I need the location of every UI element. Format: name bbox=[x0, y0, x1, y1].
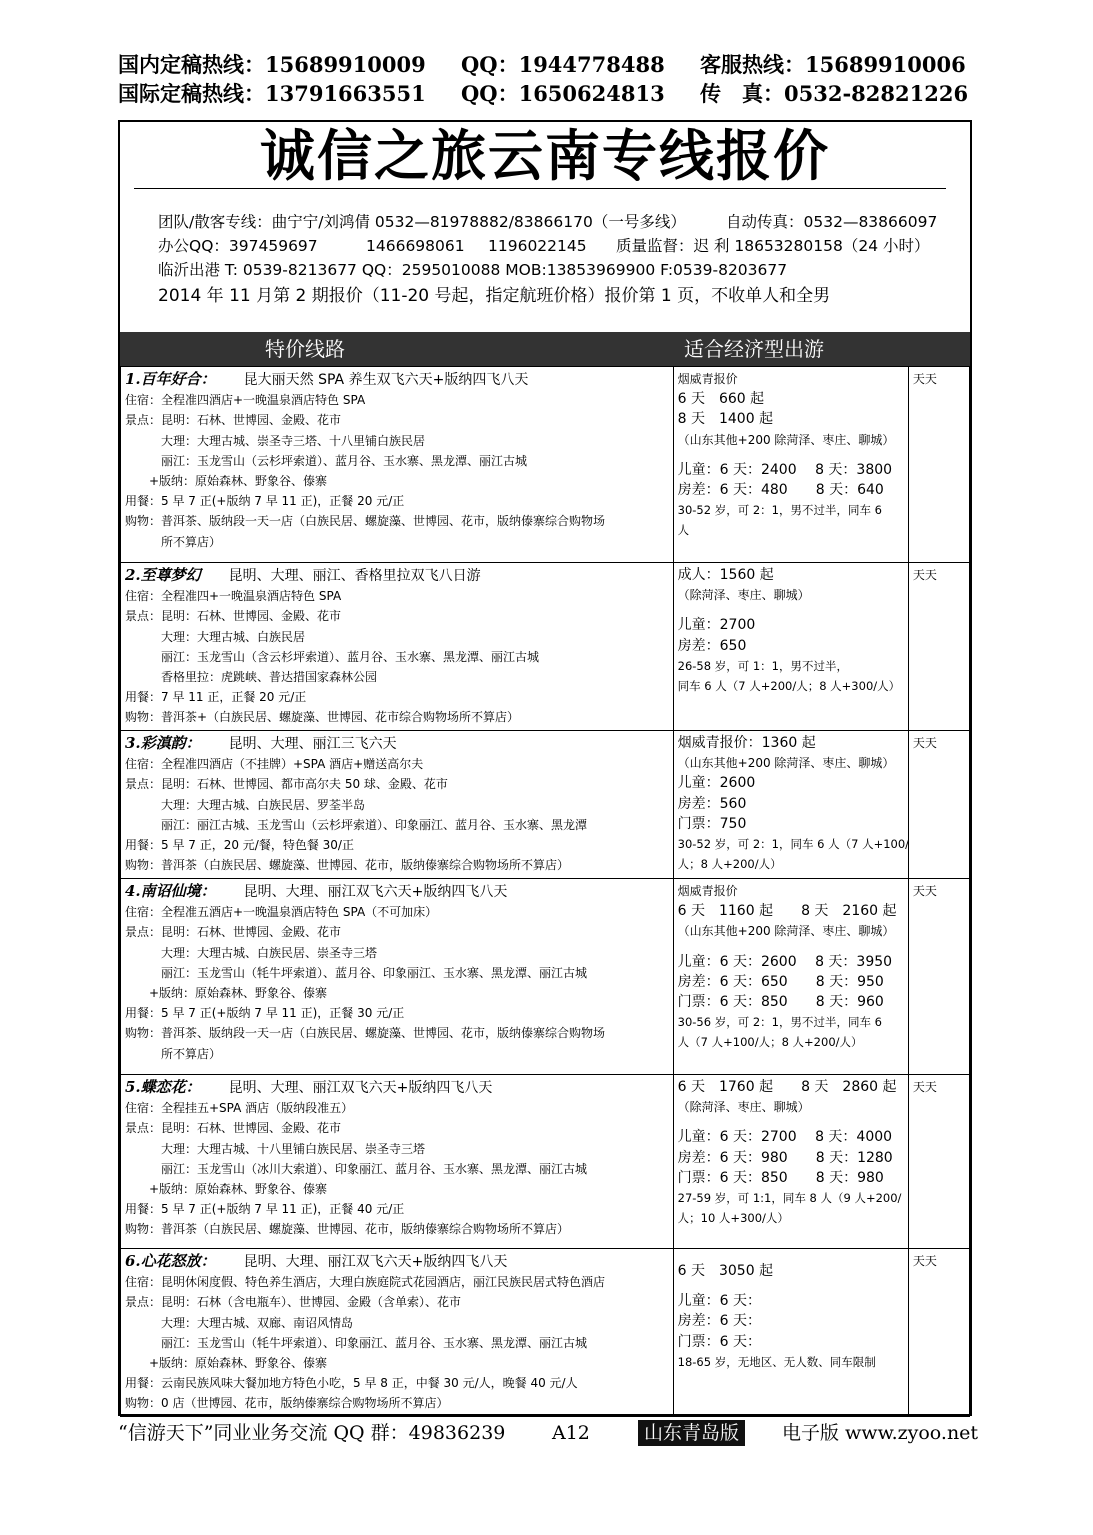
price-line: 6 天 1160 起 8 天 2160 起 bbox=[677, 903, 897, 920]
route-name: 2.至尊梦幻 bbox=[125, 566, 201, 584]
price-line: 人；8 人+200/人） bbox=[677, 857, 782, 872]
quality-supervision: 质量监督：迟 利 18653280158（24 小时） bbox=[616, 237, 930, 255]
route-detail-line: 用餐：5 早 7 正(+版纳 7 早 11 正)，正餐 30 元/正 bbox=[125, 1006, 405, 1021]
price-line: 27-59 岁，可 1:1，同车 8 人（9 人+200/ bbox=[677, 1191, 902, 1206]
price-line: 房差：6 天：650 8 天：950 bbox=[677, 973, 884, 990]
price-line: 门票：6 天：850 8 天：980 bbox=[677, 1169, 884, 1186]
route-title: 昆明、大理、丽江三飞六天 bbox=[228, 736, 397, 752]
route-description bbox=[121, 879, 674, 1075]
route-detail-line: 住宿：昆明休闲度假、特色养生酒店，大理白族庭院式花园酒店，丽江民族民居式特色酒店 bbox=[125, 1275, 606, 1290]
price-line: 30-56 岁，可 2：1，男不过半，同车 6 bbox=[677, 1015, 882, 1030]
route-description bbox=[121, 367, 674, 563]
price-line: 30-52 岁，可 2：1，男不过半，同车 6 bbox=[677, 503, 882, 518]
price-line: （除菏泽、枣庄、聊城） bbox=[677, 1100, 810, 1115]
departure-frequency: 天天 bbox=[908, 367, 969, 563]
linyi-departure: 临沂出港 T: 0539-8213677 QQ：2595010088 MOB:13853969900 F:0539-8203677 bbox=[158, 261, 788, 279]
price-line bbox=[678, 1251, 904, 1261]
route-detail-line: 购物：0 店（世博园、花市，版纳傣寨综合购物场所不算店） bbox=[125, 1396, 449, 1411]
route-prices bbox=[673, 1075, 908, 1249]
price-line: 18-65 岁，无地区、无人数、同车限制 bbox=[677, 1354, 876, 1369]
price-line bbox=[678, 450, 904, 460]
price-line: （山东其他+200 除菏泽、枣庄、聊城） bbox=[677, 432, 895, 447]
route-detail-line: 丽江：玉龙雪山（牦牛坪索道）、印象丽江、蓝月谷、玉水寨、黑龙潭、丽江古城 bbox=[125, 1335, 588, 1350]
departure-frequency: 天天 bbox=[908, 731, 969, 879]
fax: 传 真：0532-82821226 bbox=[700, 81, 969, 106]
office-qq: 办公QQ：397459697 bbox=[158, 237, 318, 255]
route-heading bbox=[125, 565, 669, 586]
route-description bbox=[121, 731, 674, 879]
route-detail-line: 景点：昆明：石林、世博园、金殿、花市 bbox=[125, 413, 342, 428]
route-detail-line: 丽江：玉龙雪山（云杉坪索道）、蓝月谷、玉水寨、黑龙潭、丽江古城 bbox=[125, 453, 528, 468]
route-detail-line: 大理：大理古城、崇圣寺三塔、十八里铺白族民居 bbox=[125, 433, 426, 448]
route-title: 昆明、大理、丽江双飞六天+版纳四飞八天 bbox=[228, 1080, 493, 1096]
price-line: （山东其他+200 除菏泽、枣庄、聊城） bbox=[677, 924, 895, 939]
route-name: 5.蝶恋花： bbox=[125, 1078, 201, 1096]
web-edition: 电子版 www.zyoo.net bbox=[782, 1422, 979, 1444]
route-prices bbox=[673, 879, 908, 1075]
group-hotline: 团队/散客专线：曲宁宁/刘鸿倩 0532—81978882/83866170（一号多线） bbox=[158, 213, 686, 231]
route-detail-line: 所不算店） bbox=[125, 534, 222, 549]
price-line: 26-58 岁，可 1：1，男不过半， bbox=[677, 658, 848, 673]
route-description bbox=[121, 1249, 674, 1417]
route-detail-line: 用餐：云南民族风味大餐加地方特色小吃，5 早 8 正，中餐 30 元/人，晚餐 40 元/人 bbox=[125, 1376, 578, 1391]
route-row bbox=[121, 879, 970, 1075]
route-name: 6.心花怒放： bbox=[125, 1252, 216, 1270]
price-line: 同车 6 人（7 人+200/人；8 人+300/人） bbox=[677, 679, 901, 694]
route-detail-line: 丽江：玉龙雪山（牦牛坪索道）、蓝月谷、印象丽江、玉水寨、黑龙潭、丽江古城 bbox=[125, 965, 588, 980]
price-line: （除菏泽、枣庄、聊城） bbox=[677, 588, 810, 603]
price-line: 房差：560 bbox=[677, 795, 747, 812]
special-routes-label: 特价线路 bbox=[265, 337, 345, 361]
price-line: 房差：650 bbox=[677, 637, 747, 654]
route-detail-line: 购物：普洱茶（白族民居、螺旋藻、世博园、花市，版纳傣寨综合购物场所不算店） bbox=[125, 1222, 570, 1237]
price-line: 儿童：6 天：2600 8 天：3950 bbox=[677, 953, 893, 970]
domestic-hotline: 国内定稿热线：15689910009 bbox=[118, 52, 426, 77]
price-line: 8 天 1400 起 bbox=[677, 411, 774, 428]
route-detail-line: 购物：普洱茶、版纳段一天一店（白族民居、螺旋藻、世博园、花市，版纳傣寨综合购物场 bbox=[125, 514, 606, 529]
footer bbox=[118, 1420, 978, 1446]
price-line: 烟威青报价：1360 起 bbox=[677, 735, 816, 751]
route-name: 1.百年好合： bbox=[125, 370, 216, 388]
departure-frequency: 天天 bbox=[908, 1075, 969, 1249]
issue-note: 2014 年 11 月第 2 期报价（11-20 号起，指定航班价格）报价第 1 页，不收单人和全男 bbox=[158, 286, 831, 306]
price-line: 房差：6 天：980 8 天：1280 bbox=[677, 1149, 893, 1166]
info-row-2 bbox=[158, 234, 958, 258]
section-header-bar bbox=[120, 332, 970, 366]
departure-frequency: 天天 bbox=[908, 879, 969, 1075]
info-row-4 bbox=[158, 282, 958, 310]
route-detail-line: +版纳：原始森林、野象谷、傣寨 bbox=[125, 1182, 328, 1197]
route-row bbox=[121, 563, 970, 731]
page-number: A12 bbox=[552, 1422, 590, 1444]
price-line: 儿童：2700 bbox=[677, 617, 756, 634]
route-row bbox=[121, 367, 970, 563]
routes-table bbox=[120, 366, 970, 1417]
route-detail-line: 所不算店） bbox=[125, 1046, 222, 1061]
route-detail-line: 大理：大理古城、白族民居 bbox=[125, 629, 306, 644]
price-line bbox=[678, 1281, 904, 1291]
route-detail-line: 丽江：丽江古城、玉龙雪山（云杉坪索道）、印象丽江、蓝月谷、玉水寨、黑龙潭 bbox=[125, 817, 588, 832]
price-line: 烟威青报价 bbox=[677, 884, 738, 898]
price-line: 房差：6 天：480 8 天：640 bbox=[677, 482, 884, 499]
route-title: 昆大丽天然 SPA 养生双飞六天+版纳四飞八天 bbox=[243, 372, 529, 388]
price-line: 人 bbox=[677, 523, 690, 538]
route-name: 4.南诏仙境： bbox=[125, 882, 216, 900]
price-line: 6 天 660 起 bbox=[677, 391, 765, 408]
office-qq-3: 1196022145 bbox=[488, 237, 587, 255]
route-detail-line: 购物：普洱茶、版纳段一天一店（白族民居、螺旋藻、世博园、花市，版纳傣寨综合购物场 bbox=[125, 1026, 606, 1041]
departure-frequency: 天天 bbox=[908, 563, 969, 731]
hotlines bbox=[118, 50, 978, 108]
page-title: 诚信之旅云南专线报价 bbox=[259, 123, 830, 188]
route-detail-line: 购物：普洱茶+（白族民居、螺旋藻、世博园、花市综合购物场所不算店） bbox=[125, 710, 520, 725]
route-detail-line: 用餐：7 早 11 正，正餐 20 元/正 bbox=[125, 690, 307, 705]
international-qq: QQ：1650624813 bbox=[461, 81, 665, 106]
domestic-qq: QQ：1944778488 bbox=[461, 52, 665, 77]
price-line: 门票：6 天： bbox=[677, 1333, 761, 1350]
route-prices bbox=[673, 563, 908, 731]
price-line: 30-52 岁，可 2：1，同车 6 人（7 人+100/ bbox=[677, 837, 910, 852]
price-line: 人；10 人+300/人） bbox=[677, 1211, 789, 1226]
edition-badge: 山东青岛版 bbox=[638, 1420, 745, 1446]
info-row-3 bbox=[158, 258, 958, 282]
price-line: 门票：6 天：850 8 天：960 bbox=[677, 994, 884, 1011]
price-line: 人（7 人+100/人；8 人+200/人） bbox=[677, 1035, 863, 1050]
hotline-row-2 bbox=[118, 79, 978, 108]
route-title: 昆明、大理、丽江双飞六天+版纳四飞八天 bbox=[243, 1254, 508, 1270]
route-detail-line: 香格里拉：虎跳峡、普达措国家森林公园 bbox=[125, 670, 378, 685]
economy-label: 适合经济型出游 bbox=[684, 337, 824, 361]
route-detail-line: 用餐：5 早 7 正(+版纳 7 早 11 正)，正餐 40 元/正 bbox=[125, 1202, 405, 1217]
route-detail-line: 景点：昆明：石林、世博园、金殿、花市 bbox=[125, 609, 342, 624]
service-hotline: 客服热线：15689910006 bbox=[700, 52, 966, 77]
price-line: 门票：750 bbox=[677, 815, 747, 832]
price-line bbox=[678, 605, 904, 615]
route-detail-line: 大理：大理古城、白族民居、崇圣寺三塔 bbox=[125, 945, 378, 960]
price-line: 儿童：6 天： bbox=[677, 1293, 761, 1310]
route-row bbox=[121, 1249, 970, 1417]
route-detail-line: 住宿：全程准四+一晚温泉酒店特色 SPA bbox=[125, 589, 342, 604]
info-row-1 bbox=[158, 210, 958, 234]
contact-info bbox=[158, 210, 958, 310]
route-row bbox=[121, 1075, 970, 1249]
route-heading bbox=[125, 733, 669, 754]
route-detail-line: 大理：大理古城、白族民居、罗荃半岛 bbox=[125, 797, 366, 812]
route-title: 昆明、大理、丽江双飞六天+版纳四飞八天 bbox=[243, 884, 508, 900]
route-title: 昆明、大理、丽江、香格里拉双飞八日游 bbox=[228, 568, 481, 584]
route-detail-line: +版纳：原始森林、野象谷、傣寨 bbox=[125, 474, 328, 489]
international-hotline: 国际定稿热线：13791663551 bbox=[118, 81, 426, 106]
route-prices bbox=[673, 731, 908, 879]
route-detail-line: 住宿：全程准五酒店+一晚温泉酒店特色 SPA（不可加床） bbox=[125, 905, 438, 920]
route-row bbox=[121, 731, 970, 879]
route-detail-line: 景点：昆明：石林（含电瓶车）、世博园、金殿（含单索）、花市 bbox=[125, 1295, 462, 1310]
route-detail-line: 景点：昆明：石林、世博园、金殿、花市 bbox=[125, 1121, 342, 1136]
title-divider bbox=[134, 188, 946, 189]
price-line: 6 天 3050 起 bbox=[677, 1263, 774, 1279]
route-detail-line: 购物：普洱茶（白族民居、螺旋藻、世博园、花市，版纳傣寨综合购物场所不算店） bbox=[125, 858, 570, 873]
route-detail-line: 景点：昆明：石林、世博园、都市高尔夫 50 球、金殿、花市 bbox=[125, 777, 448, 792]
quote-frame bbox=[118, 120, 972, 1416]
route-heading bbox=[125, 369, 669, 390]
route-detail-line: 用餐：5 早 7 正，20 元/餐，特色餐 30/正 bbox=[125, 838, 354, 853]
price-line bbox=[678, 1117, 904, 1127]
route-detail-line: 住宿：全程准四酒店+一晚温泉酒店特色 SPA bbox=[125, 393, 366, 408]
route-detail-line: 住宿：全程准四酒店（不挂牌）+SPA 酒店+赠送高尔夫 bbox=[125, 757, 424, 772]
qq-group: “信游天下”同业业务交流 QQ 群：49836239 bbox=[118, 1422, 506, 1444]
route-detail-line: +版纳：原始森林、野象谷、傣寨 bbox=[125, 986, 328, 1001]
office-qq-2: 1466698061 bbox=[366, 237, 465, 255]
price-line: 房差：6 天： bbox=[677, 1313, 761, 1330]
route-detail-line: 大理：大理古城、十八里铺白族民居、崇圣寺三塔 bbox=[125, 1141, 426, 1156]
route-name: 3.彩滇韵： bbox=[125, 734, 201, 752]
route-detail-line: +版纳：原始森林、野象谷、傣寨 bbox=[125, 1356, 328, 1371]
route-detail-line: 大理：大理古城、双廊、南诏风情岛 bbox=[125, 1315, 354, 1330]
departure-frequency: 天天 bbox=[908, 1249, 969, 1417]
route-heading bbox=[125, 1077, 669, 1098]
price-line: 成人：1560 起 bbox=[677, 567, 774, 583]
route-detail-line: 住宿：全程挂五+SPA 酒店（版纳段准五） bbox=[125, 1101, 354, 1116]
route-description bbox=[121, 563, 674, 731]
route-detail-line: 用餐：5 早 7 正(+版纳 7 早 11 正)，正餐 20 元/正 bbox=[125, 494, 405, 509]
price-line: 儿童：6 天：2700 8 天：4000 bbox=[677, 1129, 893, 1146]
route-prices bbox=[673, 367, 908, 563]
auto-fax: 自动传真：0532—83866097 bbox=[726, 213, 938, 231]
price-line: （山东其他+200 除菏泽、枣庄、聊城） bbox=[677, 756, 895, 771]
route-description bbox=[121, 1075, 674, 1249]
price-line: 儿童：2600 bbox=[677, 775, 756, 792]
price-line: 儿童：6 天：2400 8 天：3800 bbox=[677, 461, 893, 478]
price-line: 6 天 1760 起 8 天 2860 起 bbox=[677, 1079, 897, 1095]
route-detail-line: 丽江：玉龙雪山（冰川大索道）、印象丽江、蓝月谷、玉水寨、黑龙潭、丽江古城 bbox=[125, 1161, 588, 1176]
route-heading bbox=[125, 881, 669, 902]
price-line: 烟威青报价 bbox=[677, 372, 738, 386]
price-line bbox=[678, 942, 904, 952]
route-detail-line: 丽江：玉龙雪山（含云杉坪索道）、蓝月谷、玉水寨、黑龙潭、丽江古城 bbox=[125, 649, 540, 664]
route-prices bbox=[673, 1249, 908, 1417]
hotline-row-1 bbox=[118, 50, 978, 79]
route-heading bbox=[125, 1251, 669, 1272]
route-detail-line: 景点：昆明：石林、世博园、金殿、花市 bbox=[125, 925, 342, 940]
